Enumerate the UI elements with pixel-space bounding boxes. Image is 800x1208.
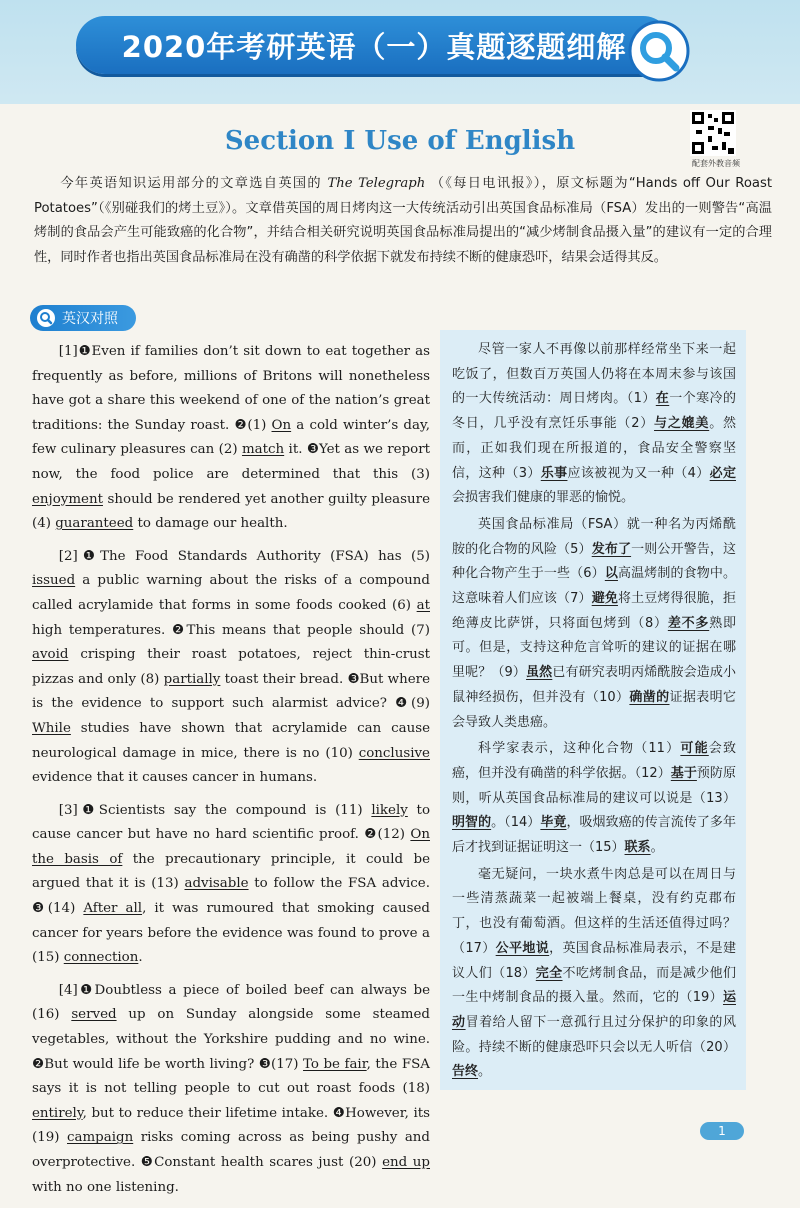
en-text: it. ❸Yet as we report now, the food police are determined that this (3) [32, 442, 431, 482]
qr-caption: 配套外教音频 [692, 159, 740, 168]
answer-word: likely [371, 802, 408, 818]
en-text: a cold winter’s day, few culinary pleasures can (2) [32, 417, 430, 458]
en-text: [4]❶Doubtless a piece of boiled beef can always be (16) [32, 982, 430, 1023]
zh-text: 高温烤制的食物中。这意味着人们应该（7） [452, 566, 736, 607]
answer-word: entirely [32, 1105, 83, 1121]
page-number: 1 [700, 1122, 744, 1140]
zh-text: 熟即可。但是，支持这种危言耸听的建议的证据在哪里呢？（9） [452, 615, 736, 681]
answer-translation: 毕竟 [540, 815, 567, 831]
zh-text: 科学家表示，这种化合物（11） [478, 741, 681, 757]
answer-translation: 告终 [452, 1064, 479, 1080]
english-paragraph [32, 340, 430, 537]
answer-word: campaign [67, 1130, 134, 1146]
en-text: to cause cancer but have no hard scientific proof. ❷(12) [32, 802, 430, 843]
answer-word: After all [83, 901, 143, 917]
en-text: , the FSA says it is not telling people to cut out roast foods (18) [32, 1056, 430, 1097]
answer-word: advisable [184, 876, 249, 892]
english-paragraph [32, 799, 430, 971]
zh-text: 冒着给人留下一意孤行且过分保护的印象的风险。持续不断的健康恐吓只会以无人听信（20） [452, 1014, 736, 1055]
en-text: risks coming across as being pushy and overprotective. ❺Constant health scares just (20) [32, 1130, 430, 1170]
english-column [32, 340, 430, 1208]
answer-translation: 公平地说 [495, 940, 550, 956]
zh-text: 。 [650, 840, 664, 856]
answer-translation: 以 [604, 566, 618, 582]
zh-text: 证据表明它会导致人类患癌。 [452, 689, 736, 730]
answer-word: On the basis of [32, 827, 430, 867]
zh-text: 尽管一家人不再像以前那样经常坐下来一起吃饭了，但数百万英国人仍将在本周末参与该国的一大传统活动：周日烤肉。（1） [452, 342, 736, 407]
answer-translation: 虽然 [526, 665, 553, 681]
qr-code-icon[interactable] [690, 110, 736, 156]
en-text: should be rendered yet another guilty pleasure (4) [32, 491, 430, 532]
answer-word: To be fair [303, 1056, 367, 1072]
chinese-paragraph [452, 338, 736, 511]
en-text: , but to reduce their lifetime intake. ❹However, its (19) [32, 1105, 430, 1146]
answer-word: end up [382, 1155, 430, 1170]
answer-translation: 运动 [452, 990, 736, 1030]
answer-word: avoid [32, 647, 69, 663]
intro-paragraph [34, 172, 772, 270]
zh-text: ，吸烟致癌的传言流传了多年后才找到证据证明这一（15） [452, 815, 736, 856]
english-paragraph [32, 545, 430, 791]
magnifier-icon [628, 20, 690, 82]
answer-translation: 必定 [709, 465, 736, 481]
zh-text: 应该被视为又一种（4） [567, 465, 710, 481]
bilingual-badge [30, 305, 136, 331]
intro-source: The Telegraph [327, 176, 426, 191]
answer-word: match [241, 442, 285, 458]
badge-label: 英汉对照 [62, 311, 118, 327]
header-title: 2020年考研英语（一）真题逐题细解 [121, 29, 627, 64]
magnifier-icon [36, 308, 56, 328]
en-text: to damage our health. [133, 516, 288, 532]
chinese-paragraph [452, 863, 736, 1085]
header-title-banner [76, 16, 672, 74]
en-text: , it was rumoured that smoking caused cancer for years before the evidence was found to prove a (15) [32, 901, 431, 966]
zh-text: ，英国食品标准局表示，不是建议人们（18） [452, 940, 736, 981]
chinese-translation-column [440, 330, 746, 1090]
en-text: [1]❶Even if families don’t sit down to eat together as frequently as before, millions of Britons will nonetheless have got a share this weekend of one of the nation’s great traditions: the Sunday roast. ❷(1) [32, 344, 430, 433]
en-text: with no one listening. [32, 1179, 179, 1195]
en-text: evidence that it causes cancer in humans. [32, 770, 318, 786]
answer-word: at [416, 597, 430, 613]
section-title: Section Ⅰ Use of English [224, 126, 576, 156]
zh-text: 预防原则，听从英国食品标准局的建议可以说是（13） [452, 765, 736, 806]
answer-word: conclusive [358, 745, 430, 761]
zh-text: 一个寒冷的冬日，几乎没有烹饪乐事能（2） [452, 391, 736, 432]
zh-text: 会致癌，但并没有确凿的科学依据。（12） [452, 741, 736, 781]
english-paragraph [32, 979, 430, 1200]
zh-text: 。然而，正如我们现在所报道的，食品安全警察坚信，这种（3） [452, 416, 736, 481]
answer-translation: 避免 [591, 591, 618, 607]
zh-text: 。（14） [491, 815, 541, 831]
chinese-paragraph [452, 513, 736, 735]
answer-translation: 明智的 [452, 815, 492, 831]
en-text: . [138, 950, 143, 966]
en-text: to follow the FSA advice. ❸(14) [32, 876, 430, 917]
answer-translation: 在 [655, 391, 670, 407]
answer-translation: 基于 [670, 765, 697, 781]
en-text: [2]❶The Food Standards Authority (FSA) has (5) [58, 548, 430, 564]
answer-translation: 差不多 [667, 615, 710, 631]
zh-text: 毫无疑问，一块水煮牛肉总是可以在周日与一些清蒸蔬菜一起被端上餐桌，没有约克郡布丁，也没有葡萄酒。但这样的生活还值得过吗？（17） [452, 866, 736, 956]
answer-translation: 发布了 [591, 541, 632, 557]
chinese-paragraph [452, 737, 736, 861]
answer-word: enjoyment [32, 491, 103, 507]
zh-text: 英国食品标准局（FSA）就一种名为丙烯酰胺的化合物的风险（5） [452, 516, 736, 557]
zh-text: 一则公开警告，这种化合物产生于一些（6） [452, 541, 736, 582]
answer-word: guaranteed [55, 516, 134, 532]
answer-translation: 确凿的 [629, 689, 670, 705]
intro-text-1: 今年英语知识运用部分的文章选自英国的 [60, 176, 322, 191]
answer-word: While [32, 720, 71, 736]
answer-translation: 完全 [535, 965, 563, 981]
answer-translation: 可能 [680, 741, 709, 757]
zh-text: 会损害我们健康的罪恶的愉悦。 [452, 490, 635, 506]
intro-text-2: （《每日电讯报》），原文标题为“Hands off Our Roast Potatoes”（《别碰我们的烤土豆》）。文章借英国的周日烤肉这一大传统活动引出英国食品标准局（FSA）发出的一则警告“高温烤制的食品会产生可能致癌的化合物”，并结合相关研究说明英国食品标准局提出的“减少烤制食品摄入量”的建议有一定的合理性，同时作者也指出英国食品标准局在没有确凿的科学依据下就发布持续不断的健康恐吓，结果会适得其反。 [34, 176, 773, 265]
en-text: [3]❶Scientists say the compound is (11) [58, 802, 372, 818]
answer-word: connection [63, 950, 139, 966]
en-text: a public warning about the risks of a compound called acrylamide that forms in some foods cooked (6) [32, 573, 430, 613]
zh-text: 。 [478, 1064, 492, 1080]
en-text: the precautionary principle, it could be argued that it is (13) [32, 851, 431, 892]
en-text: up on Sunday alongside some steamed vegetables, without the Yorkshire pudding and no wine. ❷But would life be worth living? ❸(17) [32, 1007, 430, 1072]
answer-translation: 联系 [624, 840, 651, 856]
en-text: studies have shown that acrylamide can cause neurological damage in mice, there is no (10) [32, 720, 430, 761]
zh-text: 不吃烤制食品，而是减少他们一生中烤制食品的摄入量。然而，它的（19） [452, 965, 736, 1006]
en-text: high temperatures. ❷This means that people should (7) [32, 622, 430, 638]
answer-word: partially [163, 671, 221, 687]
en-text: crisping their roast potatoes, reject thin-crust pizzas and only (8) [32, 647, 430, 687]
answer-translation: 与之媲美 [654, 416, 710, 432]
zh-text: 已有研究表明丙烯酰胺会造成小鼠神经损伤，但并没有（10） [452, 665, 736, 705]
en-text: toast their bread. ❸But where is the evidence to support such alarmist advice? ❹(9) [32, 671, 430, 712]
zh-text: 将土豆烤得很脆，拒绝薄皮比萨饼，只将面包烤到（8） [452, 591, 736, 631]
answer-translation: 乐事 [540, 465, 568, 481]
answer-word: issued [32, 573, 76, 589]
answer-word: On [271, 417, 292, 433]
answer-word: served [71, 1007, 117, 1023]
